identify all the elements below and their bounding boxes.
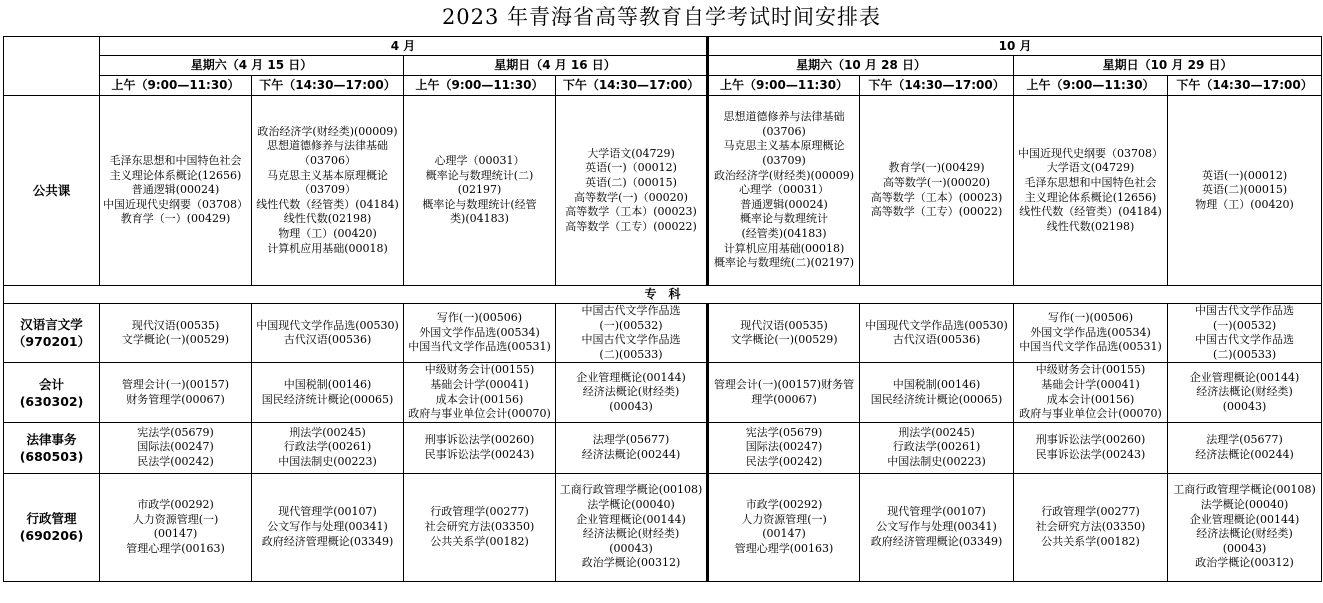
section-label: 专 科 [4,286,1322,304]
course-line: (00043) [1222,399,1267,413]
course-line: (经管类)(04183) [741,226,827,240]
course-line: 大学语文(04729) [587,146,675,160]
course-line: 公共课 [32,183,71,198]
course-line: 公文写作与处理(00341) [267,519,388,533]
course-line: 高等数学（工本）(00023) [870,190,1003,204]
schedule-cell [252,422,404,473]
course-line: (03706) [762,124,806,138]
day-header: 星期六（4 月 15 日） [100,56,404,76]
course-line: 社会研究方法(03350) [424,519,535,533]
course-line: 人力资源管理(一) [132,512,219,526]
course-line: 法学概论(00040) [1200,498,1289,512]
course-line: (00043) [609,541,653,555]
schedule-cell [1014,304,1168,363]
course-line: 法学概论(00040) [587,498,675,512]
course-line: 经济法概论(财经类) [1196,385,1293,399]
course-line: 管理心理学(00163) [126,541,225,555]
category-cell [4,363,100,422]
row-accounting [4,363,1322,422]
course-line: 写作(一)(00506) [436,311,523,325]
page-title: 2023 年青海省高等教育自学考试时间安排表 [441,5,882,29]
course-line: 成本会计(00156) [435,392,524,406]
schedule-cell [100,363,252,422]
course-line: 中国现代文学作品选(00530) [865,318,1008,332]
schedule-cell [404,422,556,473]
course-line: 外国文学作品选(00534) [419,325,540,339]
course-line: 中国古代文学作品选 [1195,333,1295,347]
row-public-courses [4,96,1322,286]
course-line: 计算机应用基础(00018) [267,241,388,255]
course-line: 中国税制(00146) [283,377,372,391]
schedule-cell [1168,96,1322,286]
course-line: 现代汉语(00535) [740,318,828,332]
course-line: 古代汉语(00536) [283,333,372,347]
course-line: 政治学概论(00312) [581,556,681,570]
session-header: 下午（14:30—17:00） [860,76,1014,96]
course-line: (00043) [1222,541,1267,555]
month-header-row [4,37,1322,56]
course-line: 政府经济管理概论(03349) [870,534,1003,548]
course-line: (二)(00533) [599,347,663,361]
course-line: 政府与事业单位会计(00070) [408,407,551,421]
course-line: 企业管理概论(00144) [1189,370,1300,384]
schedule-cell [708,363,860,422]
course-line: 国际法(00247) [137,440,214,454]
schedule-cell [252,96,404,286]
course-line: 管理心理学(00163) [734,541,834,555]
schedule-cell [100,304,252,363]
course-line: (630302) [19,393,84,409]
session-header: 上午（9:00—11:30） [1014,76,1168,96]
schedule-cell [100,422,252,473]
category-cell [4,422,100,473]
course-line: 物理（工）(00420) [1195,197,1294,211]
course-line: (00147) [762,527,806,541]
category-cell [4,96,100,286]
course-line: 理学(00067) [751,392,817,406]
course-line: 英语(一)（00012) [585,161,677,175]
course-line: 线性代数(02198) [283,212,372,226]
course-line: 中国现代文学作品选(00530) [256,318,399,332]
course-line: 财务管理学(00067) [126,392,225,406]
table-body [4,37,1322,582]
course-line: 中国法制史(00223) [278,455,377,469]
course-line: 法律事务 [26,431,77,447]
course-line: 中级财务会计(00155) [424,363,535,377]
schedule-cell [556,96,708,286]
course-line: 普通逻辑(00024) [131,183,220,197]
course-line: （03709） [299,183,356,197]
month-october: 10 月 [708,37,1322,56]
course-line: 毛泽东思想和中国特色社会 [109,154,242,168]
course-line: 人力资源管理(一) [741,512,827,526]
course-line: (00043) [609,399,653,413]
schedule-cell [708,422,860,473]
schedule-cell [404,304,556,363]
course-line: 高等数学（工专）(00022) [565,219,697,233]
course-line: (二)(00533) [1212,347,1277,361]
course-line: 民法学(00242) [745,455,823,469]
course-line: 中国当代文学作品选(00531) [1019,340,1162,354]
course-line: 法理学(05677) [1206,433,1283,447]
course-line: 文学概论(一)(00529) [121,333,230,347]
schedule-cell [252,363,404,422]
session-header: 下午（14:30—17:00） [556,76,708,96]
course-line: 线性代数（经管类）(04184) [256,197,399,211]
day-header-row [4,56,1322,76]
course-line: 宪法学(05679) [745,425,823,439]
month-april: 4 月 [100,37,708,56]
schedule-cell [1168,304,1322,363]
course-line: 行政法学(00261) [892,440,981,454]
course-line: 成本会计(00156) [1046,392,1135,406]
schedule-cell [100,96,252,286]
course-line: 公共关系学(00182) [1041,534,1140,548]
course-line: 英语(一)(00012) [1201,168,1288,182]
course-line: 刑法学(00245) [898,425,975,439]
course-line: 概率论与数理统计(经管 [422,197,537,211]
course-line: (一)(00532) [599,318,663,332]
course-line: 教育学(一)(00429) [888,161,985,175]
course-line: 主义理论体系概论(12656) [109,168,242,182]
course-line: 毛泽东思想和中国特色社会 [1024,175,1157,189]
schedule-cell [252,304,404,363]
row-public-administration [4,473,1322,581]
course-line: 类)(04183) [450,212,509,226]
schedule-cell [708,304,860,363]
course-line: 企业管理概论(00144) [576,512,686,526]
schedule-cell [252,473,404,581]
schedule-cell [556,304,708,363]
course-line: 物理（工）(00420) [278,226,377,240]
session-header: 上午（9:00—11:30） [100,76,252,96]
course-line: 写作(一)(00506) [1047,311,1134,325]
course-line: 管理会计(一)(00157)财务管 [713,377,855,391]
schedule-cell [1168,363,1322,422]
schedule-cell [100,473,252,581]
course-line: 工商行政管理学概论(00108) [1173,483,1316,497]
course-line: 现代管理学(00107) [278,505,377,519]
course-line: 马克思主义基本原理概论 [267,168,388,182]
course-line: 普通逻辑(00024) [740,197,828,211]
course-line: 高等数学（工本）(00023) [565,205,697,219]
course-line: 高等数学（工专）(00022) [870,205,1003,219]
course-line: 政府与事业单位会计(00070) [1019,407,1162,421]
course-line: 现代管理学(00107) [887,505,986,519]
schedule-cell [404,96,556,286]
course-line: 政治经济学(财经类)(00009) [713,168,855,182]
session-header: 下午（14:30—17:00） [1168,76,1322,96]
exam-schedule-table [3,36,1322,582]
course-line: 线性代数(02198) [1046,219,1135,233]
course-line: 刑事诉讼法学(00260) [424,433,535,447]
course-line: (680503) [19,448,84,464]
course-line: 社会研究方法(03350) [1035,519,1146,533]
course-line: (02197) [457,183,502,197]
course-line: 马克思主义基本原理概论 [723,139,845,153]
day-header: 星期六（10 月 28 日） [708,56,1014,76]
course-line: 教育学（一）(00429) [120,212,231,226]
category-cell [4,304,100,363]
course-line: (00147) [153,527,198,541]
course-line: 经济法概论(00244) [581,447,681,461]
course-line: 经济法概论(00244) [1195,447,1294,461]
course-line: 工商行政管理学概论(00108) [559,483,703,497]
course-line: 大学语文(04729) [1046,161,1135,175]
course-line: 经济法概论(财经类) [582,385,680,399]
schedule-cell [1014,473,1168,581]
course-line: 企业管理概论(00144) [1189,512,1300,526]
course-line: 政治学概论(00312) [1195,556,1294,570]
course-line: 基础会计学(00041) [1041,377,1140,391]
schedule-cell [556,422,708,473]
course-line: 中国古代文学作品选 [1195,304,1295,317]
course-line: 中国法制史(00223) [887,455,986,469]
course-line: 民事诉讼法学(00243) [424,447,535,461]
course-line: 中国古代文学作品选 [581,333,681,347]
course-line: 中国当代文学作品选(00531) [408,340,551,354]
schedule-cell [1014,422,1168,473]
course-line: 文学概论(一)(00529) [730,333,838,347]
day-header: 星期日（4 月 16 日） [404,56,708,76]
course-line: 刑事诉讼法学(00260) [1035,433,1146,447]
course-line: 行政法学(00261) [283,440,372,454]
course-line: （970201） [12,334,91,350]
row-chinese-literature [4,304,1322,363]
course-line: 公文写作与处理(00341) [876,519,997,533]
course-line: 英语(二)（00015) [585,175,677,189]
schedule-cell [708,473,860,581]
schedule-cell [708,96,860,286]
course-line: 刑法学(00245) [289,425,366,439]
course-line: 企业管理概论(00144) [576,370,686,384]
schedule-cell [556,473,708,581]
day-header: 星期日（10 月 29 日） [1014,56,1322,76]
course-line: 经济法概论(财经类) [582,527,680,541]
course-line: 行政管理学(00277) [430,505,529,519]
schedule-cell [860,473,1014,581]
schedule-cell [1168,473,1322,581]
course-line: 高等数学(一)（00020) [574,190,688,204]
course-line: 公共关系学(00182) [430,534,529,548]
schedule-cell [860,96,1014,286]
course-line: 现代汉语(00535) [131,318,220,332]
course-line: 政府经济管理概论(03349) [261,534,394,548]
schedule-cell [1014,96,1168,286]
course-line: 民法学(00242) [137,455,214,469]
course-line: 外国文学作品选(00534) [1030,325,1151,339]
session-header-row [4,76,1322,96]
course-line: 中国古代文学作品选 [581,304,681,317]
course-line: 概率论与数理统计 [740,212,829,226]
course-line: (03709) [762,154,806,168]
schedule-cell [1168,422,1322,473]
course-line: 心理学（00031） [739,183,830,197]
course-line: 国民经济统计概论(00065) [261,392,394,406]
course-line: 行政管理学(00277) [1041,505,1140,519]
course-line: 宪法学(05679) [137,425,214,439]
course-line: 思想道德修养与法律基础 [267,139,388,153]
course-line: 法理学(05677) [592,433,670,447]
course-line: (690206) [19,528,84,544]
course-line: 计算机应用基础(00018) [723,241,845,255]
session-header: 上午（9:00—11:30） [404,76,556,96]
course-line: (一)(00532) [1212,318,1277,332]
course-line: 行政管理 [26,511,77,527]
course-line: 经济法概论(财经类) [1196,527,1293,541]
session-header: 上午（9:00—11:30） [708,76,860,96]
course-line: 基础会计学(00041) [430,377,529,391]
course-line: 管理会计(一)(00157) [121,377,230,391]
course-line: 会计 [38,376,64,392]
course-line: 主义理论体系概论(12656) [1024,190,1157,204]
schedule-cell [860,304,1014,363]
corner-cell [4,37,100,96]
course-line: 民事诉讼法学(00243) [1035,447,1146,461]
course-line: 国际法(00247) [745,440,823,454]
course-line: 中国近现代史纲要（03708） [103,197,248,211]
session-header: 下午（14:30—17:00） [252,76,404,96]
course-line: 国民经济统计概论(00065) [870,392,1003,406]
course-line: 概率论与数理统(二)(02197) [713,256,855,270]
course-line: 市政学(00292) [745,498,823,512]
course-line: 古代汉语(00536) [892,333,981,347]
row-legal-affairs [4,422,1322,473]
schedule-cell [860,422,1014,473]
course-line: 政治经济学(财经类)(00009) [257,124,398,138]
course-line: 心理学（00031） [434,154,525,168]
schedule-cell [860,363,1014,422]
course-line: （03706） [299,154,356,168]
course-line: 高等数学(一)(00020) [882,175,991,189]
schedule-cell [404,363,556,422]
schedule-cell [1014,363,1168,422]
course-line: 英语(二)(00015) [1201,183,1288,197]
category-cell [4,473,100,581]
course-line: 中国税制(00146) [892,377,981,391]
course-line: 汉语言文学 [20,317,83,333]
course-line: 线性代数（经管类）(04184) [1019,205,1162,219]
course-line: 中国近现代史纲要（03708） [1018,146,1164,160]
schedule-cell [556,363,708,422]
course-line: 中级财务会计(00155) [1035,363,1146,377]
schedule-cell [404,473,556,581]
course-line: 概率论与数理统计(二) [425,168,534,182]
section-row [4,286,1322,304]
course-line: 思想道德修养与法律基础 [723,110,845,124]
course-line: 市政学(00292) [137,498,214,512]
